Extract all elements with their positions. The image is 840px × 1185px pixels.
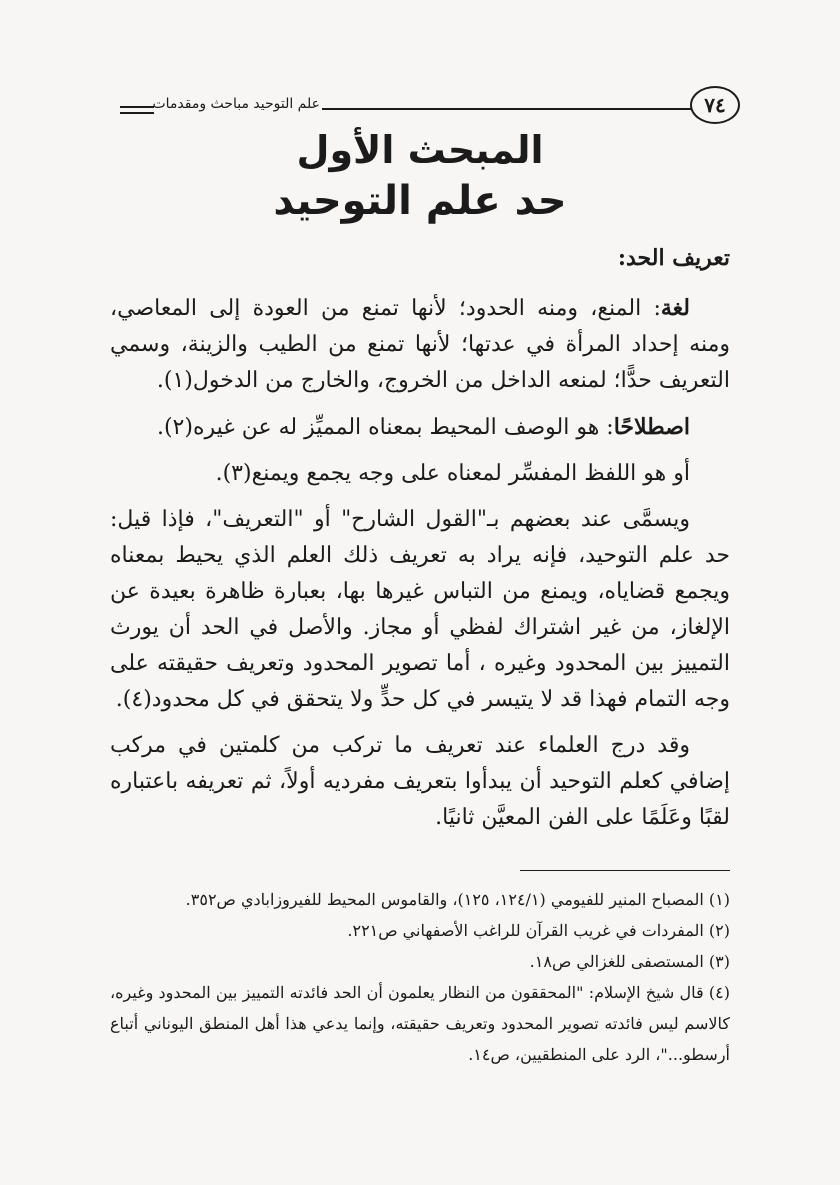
paragraph-3: ويسمَّى عند بعضهم بـ"القول الشارح" أو "التعريف"، فإذا قيل: حد علم التوحيد، فإنه يراد به تعريف ذلك العلم الذي يحيط بمعناه ويجمع قضاياه، ويمنع من التباس غيرها بها، بعبارة ظاهرة بعيدة عن الإلغاز، من غير اشتراك لفظي أو مجاز. والأصل في الحد أن يورث التمييز بين المحدود وغيره ، أما تصوير المحدود وتعريف حقيقته على وجه التمام فهذا قد لا يتيسر في كل حدٍّ ولا يتحقق في كل محدود(٤). bbox=[110, 507, 730, 712]
header-ornament-line bbox=[120, 112, 154, 114]
chapter-subheading: حد علم التوحيد bbox=[273, 178, 567, 224]
footnote: (١) المصباح المنير للفيومي (١٢٤/١، ١٢٥)، والقاموس المحيط للفيروزابادي ص٣٥٢. bbox=[185, 890, 730, 909]
paragraph-text: : هو الوصف المحيط بمعناه المميِّز له عن غيره(٢). bbox=[156, 415, 614, 440]
main-text bbox=[110, 240, 730, 846]
header-ornament-line bbox=[120, 106, 154, 108]
paragraph-text: : المنع، ومنه الحدود؛ لأنها تمنع من العودة إلى المعاصي، ومنه إحداد المرأة في عدتها؛ لأنها تمنع من الطيب والزينة، وسمي التعريف حدًّا؛ لمنعه الداخل من الخروج، والخارج من الدخول(١). bbox=[110, 296, 730, 393]
paragraph-lugha bbox=[110, 290, 730, 399]
term-label: اصطلاحًا bbox=[613, 414, 690, 440]
footnotes bbox=[110, 884, 730, 1070]
footnote-separator bbox=[520, 870, 730, 871]
running-header bbox=[100, 86, 740, 130]
book-title: علم التوحيد مباحث ومقدمات bbox=[152, 96, 320, 112]
header-rule bbox=[322, 108, 692, 110]
term-label: لغة bbox=[660, 295, 690, 321]
footnote: (٣) المستصفى للغزالي ص١٨. bbox=[529, 952, 730, 971]
section-title: تعريف الحد: bbox=[617, 245, 730, 271]
paragraph-istilah bbox=[110, 409, 730, 446]
footnote: (٤) قال شيخ الإسلام: "المحققون من النظار يعلمون أن الحد فائدته التمييز بين المحدود وغيره، كالاسم ليس فائدته تصوير المحدود وتعريف حقيقته، وإنما يدعي هذا أهل المنطق اليوناني أتباع أرسطو..."، الرد على المنطقيين، ص١٤. bbox=[110, 983, 730, 1064]
paragraph-definition-2: أو هو اللفظ المفسِّر لمعناه على وجه يجمع ويمنع(٣). bbox=[215, 461, 690, 486]
page-number: ٧٤ bbox=[690, 86, 740, 124]
paragraph-4: وقد درج العلماء عند تعريف ما تركب من كلمتين في مركب إضافي كعلم التوحيد أن يبدأوا بتعريف مفرديه أولاً، ثم تعريفه باعتباره لقبًا وعَلَمًا على الفن المعيَّن ثانيًا. bbox=[110, 733, 731, 830]
footnote: (٢) المفردات في غريب القرآن للراغب الأصفهاني ص٢٢١. bbox=[347, 921, 730, 940]
chapter-heading: المبحث الأول bbox=[296, 128, 544, 172]
